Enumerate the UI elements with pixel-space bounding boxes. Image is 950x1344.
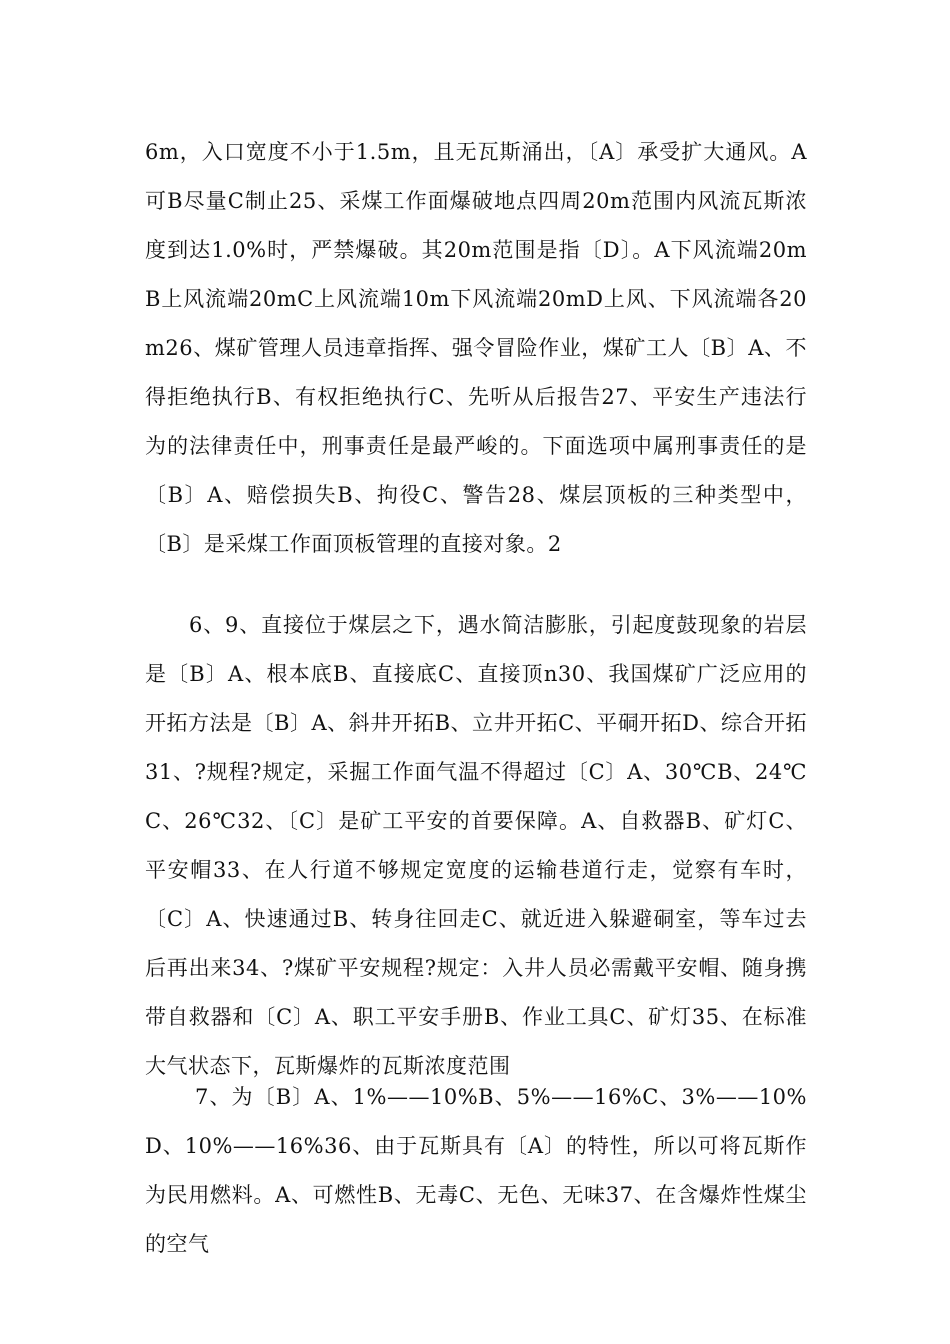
paragraph-2: 6、9、直接位于煤层之下，遇水简洁膨胀，引起度鼓现象的岩层是〔B〕A、根本底B、直接底C、直接顶n30、我国煤矿广泛应用的开拓方法是〔B〕A、斜井开拓B、立井开拓C、平硐开拓D、综合开拓31、?规程?规定，采掘工作面气温不得超过〔C〕A、30℃B、24℃C、26℃32、〔C〕是矿工平安的首要保障。A、自救器B、矿灯C、平安帽33、在人行道不够规定宽度的运输巷道行走，觉察有车时，〔C〕A、快速通过B、转身往回走C、就近进入躲避硐室，等车过去后再出来34、?煤矿平安规程?规定：入井人员必需戴平安帽、随身携带自救器和〔C〕A、职工平安手册B、作业工具C、矿灯35、在标准大气状态下，瓦斯爆炸的瓦斯浓度范围 (145, 613, 807, 1078)
paragraph-1: 6m，入口宽度不小于1.5m，且无瓦斯涌出，〔A〕承受扩大通风。A可B尽量C制止25、采煤工作面爆破地点四周20m范围内风流瓦斯浓度到达1.0%时，严禁爆破。其20m范围是指〔D〕。A下风流端20mB上风流端20mC上风流端10m下风流端20mD上风、下风流端各20m26、煤矿管理人员违章指挥、强令冒险作业，煤矿工人〔B〕A、不得拒绝执行B、有权拒绝执行C、先听从后报告27、平安生产违法行为的法律责任中，刑事责任是最严峻的。下面选项中属刑事责任的是〔B〕A、赔偿损失B、拘役C、警告28、煤层顶板的三种类型中，〔B〕是采煤工作面顶板管理的直接对象。2 (145, 140, 807, 556)
paragraph-3: 7、为〔B〕A、1%——10%B、5%——16%C、3%——10%D、10%——16%36、由于瓦斯具有〔A〕的特性，所以可将瓦斯作为民用燃料。A、可燃性B、无毒C、无色、无味37、在含爆炸性煤尘的空气 (145, 1085, 807, 1256)
